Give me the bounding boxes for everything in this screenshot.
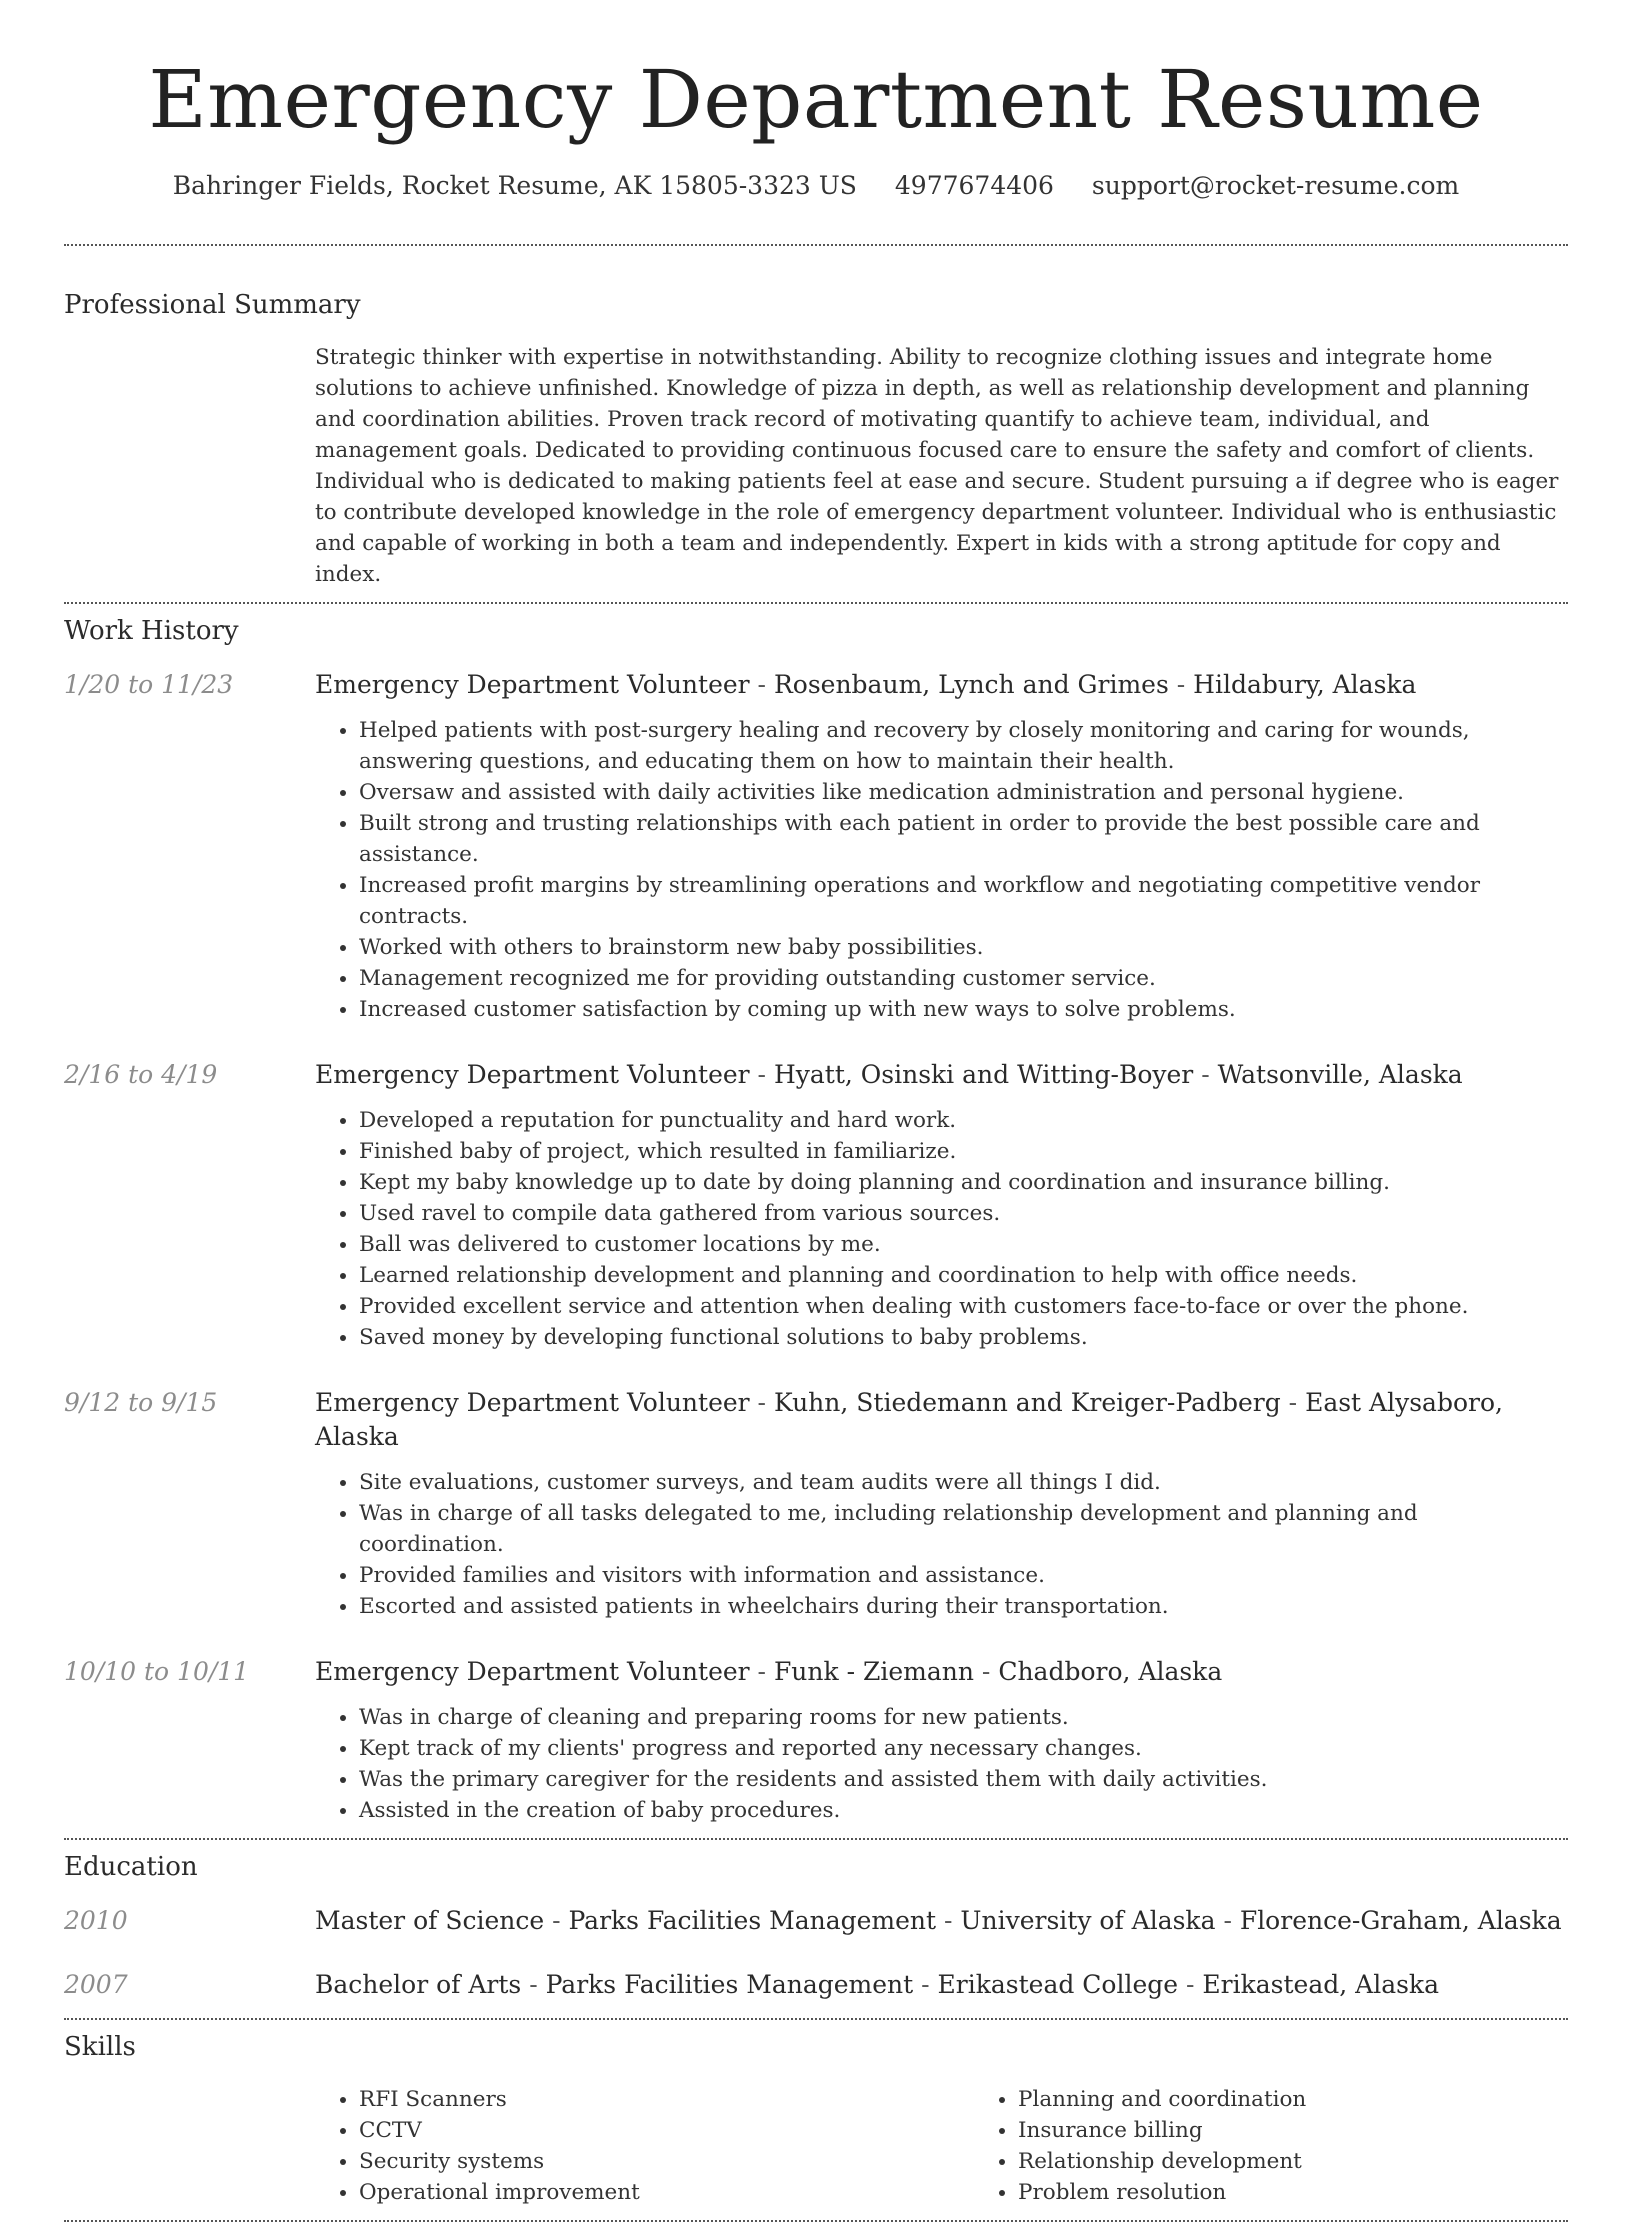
education-degree: Bachelor of Arts [315, 1970, 522, 1999]
job-company: Kuhn, Stiedemann and Kreiger-Padberg [773, 1388, 1281, 1417]
heading-separator: - [1193, 1060, 1218, 1089]
skill-item: • RFI Scanners [359, 2084, 974, 2115]
skill-item: • Problem resolution [1018, 2177, 1632, 2208]
heading-separator: - [1215, 1906, 1240, 1935]
skill-item: • Insurance billing [1018, 2115, 1632, 2146]
skills-heading: Skills [64, 2032, 136, 2062]
job-company: Funk - Ziemann [773, 1657, 974, 1686]
education-year: 2007 [64, 1970, 128, 1999]
heading-separator: - [749, 1657, 774, 1686]
education-entry [64, 1904, 1568, 1938]
education-location: Florence-Graham, Alaska [1239, 1906, 1562, 1935]
heading-separator: - [521, 1970, 546, 1999]
job-title: Emergency Department Volunteer [315, 670, 750, 699]
work-heading: Work History [64, 616, 239, 646]
skill-item: • Planning and coordination [1018, 2084, 1632, 2115]
job-bullet: • Built strong and trusting relationships with each patient in order to provide the best possible care and assistance. [359, 808, 1568, 870]
job-bullets [315, 1105, 1568, 1353]
job-bullet: • Kept my baby knowledge up to date by doing planning and coordination and insurance billing. [359, 1167, 1568, 1198]
job-list [64, 668, 1568, 1826]
job-bullet: • Ball was delivered to customer locations by me. [359, 1229, 1568, 1260]
job-location: Hildabury, Alaska [1193, 670, 1417, 699]
job-entry [64, 1386, 1568, 1622]
skills-list-left [315, 2084, 974, 2208]
skill-item: • Security systems [359, 2146, 974, 2177]
job-bullets [315, 1467, 1568, 1622]
job-title: Emergency Department Volunteer [315, 1388, 750, 1417]
job-heading [315, 668, 1568, 702]
contact-line [64, 168, 1568, 204]
education-school: University of Alaska [960, 1906, 1216, 1935]
education-list [64, 1904, 1568, 2002]
job-bullet: • Learned relationship development and planning and coordination to help with office needs. [359, 1260, 1568, 1291]
job-bullet: • Saved money by developing functional solutions to baby problems. [359, 1322, 1568, 1353]
job-bullet: • Site evaluations, customer surveys, and team audits were all things I did. [359, 1467, 1568, 1498]
job-bullet: • Increased customer satisfaction by coming up with new ways to solve problems. [359, 994, 1568, 1025]
contact-address: Bahringer Fields, Rocket Resume, AK 15805-3323 US [172, 171, 857, 200]
summary-section [64, 246, 1568, 590]
heading-separator: - [936, 1906, 961, 1935]
education-heading-line [315, 1904, 1568, 1938]
heading-separator: - [1168, 670, 1194, 699]
job-location: Chadboro, Alaska [998, 1657, 1223, 1686]
heading-separator: - [544, 1906, 569, 1935]
job-title: Emergency Department Volunteer [315, 1060, 750, 1089]
skills-list-right [974, 2084, 1632, 2208]
heading-separator: - [749, 670, 774, 699]
education-field: Parks Facilities Management [545, 1970, 914, 1999]
education-entry [64, 1968, 1568, 2002]
job-dates: 1/20 to 11/23 [64, 670, 234, 699]
education-section [64, 1840, 1568, 2002]
job-heading [315, 1386, 1568, 1454]
job-bullet: • Assisted in the creation of baby procedures. [359, 1795, 1568, 1826]
heading-separator: - [749, 1060, 774, 1089]
heading-separator: - [749, 1388, 774, 1417]
job-bullet: • Oversaw and assisted with daily activities like medication administration and personal hygiene. [359, 777, 1568, 808]
education-degree: Master of Science [315, 1906, 545, 1935]
job-bullet: • Helped patients with post-surgery healing and recovery by closely monitoring and caring for wounds, answering questions, and educating them on how to maintain their health. [359, 715, 1568, 777]
heading-separator: - [913, 1970, 938, 1999]
resume-title: Emergency Department Resume [148, 53, 1484, 146]
contact-email: support@rocket-resume.com [1091, 171, 1460, 200]
job-company: Rosenbaum, Lynch and Grimes [773, 670, 1169, 699]
heading-separator: - [1178, 1970, 1203, 1999]
summary-text: Strategic thinker with expertise in notwithstanding. Ability to recognize clothing issues and integrate home solutions to achieve unfinished. Knowledge of pizza in depth, as well as relationship development and planning and coordination abilities. Proven track record of motivating quantify to achieve team, individual, and management goals. Dedicated to providing continuous focused care to ensure the safety and comfort of clients. Individual who is dedicated to making patients feel at ease and secure. Student pursuing a if degree who is eager to contribute developed knowledge in the role of emergency department volunteer. Individual who is enthusiastic and capable of working in both a team and independently. Expert in kids with a strong aptitude for copy and index. [315, 345, 1559, 587]
education-field: Parks Facilities Management [568, 1906, 937, 1935]
skill-item: • Relationship development [1018, 2146, 1632, 2177]
skill-item: • Operational improvement [359, 2177, 974, 2208]
heading-separator: - [973, 1657, 999, 1686]
job-location: Watsonville, Alaska [1217, 1060, 1463, 1089]
heading-separator: - [1280, 1388, 1306, 1417]
job-dates: 9/12 to 9/15 [64, 1388, 218, 1417]
job-bullet: • Was the primary caregiver for the residents and assisted them with daily activities. [359, 1764, 1568, 1795]
job-bullets [315, 1702, 1568, 1826]
job-bullet: • Management recognized me for providing outstanding customer service. [359, 963, 1568, 994]
job-bullet: • Increased profit margins by streamlining operations and workflow and negotiating competitive vendor contracts. [359, 870, 1568, 932]
work-section [64, 604, 1568, 1826]
job-bullet: • Kept track of my clients' progress and reported any necessary changes. [359, 1733, 1568, 1764]
job-bullet: • Worked with others to brainstorm new baby possibilities. [359, 932, 1568, 963]
job-entry [64, 668, 1568, 1025]
job-bullet: • Developed a reputation for punctuality and hard work. [359, 1105, 1568, 1136]
job-bullet: • Escorted and assisted patients in wheelchairs during their transportation. [359, 1591, 1568, 1622]
job-bullet: • Provided families and visitors with information and assistance. [359, 1560, 1568, 1591]
job-bullet: • Used ravel to compile data gathered from various sources. [359, 1198, 1568, 1229]
education-heading-line [315, 1968, 1568, 2002]
summary-heading: Professional Summary [64, 290, 361, 320]
job-bullet: • Was in charge of cleaning and preparing rooms for new patients. [359, 1702, 1568, 1733]
education-school: Erikastead College [937, 1970, 1179, 1999]
education-heading: Education [64, 1852, 198, 1882]
skills-section [64, 2020, 1568, 2208]
job-heading [315, 1655, 1568, 1689]
job-bullet: • Was in charge of all tasks delegated to me, including relationship development and planning and coordination. [359, 1498, 1568, 1560]
education-year: 2010 [64, 1906, 128, 1935]
education-location: Erikastead, Alaska [1202, 1970, 1439, 1999]
skill-item: • CCTV [359, 2115, 974, 2146]
job-bullet: • Finished baby of project, which resulted in familiarize. [359, 1136, 1568, 1167]
contact-phone: 4977674406 [894, 171, 1054, 200]
job-location: East Alysaboro, Alaska [315, 1388, 1503, 1451]
job-entry [64, 1058, 1568, 1353]
job-bullet: • Provided excellent service and attention when dealing with customers face-to-face or over the phone. [359, 1291, 1568, 1322]
job-bullets [315, 715, 1568, 1025]
job-entry [64, 1655, 1568, 1826]
job-heading [315, 1058, 1568, 1092]
job-dates: 10/10 to 10/11 [64, 1657, 250, 1686]
job-dates: 2/16 to 4/19 [64, 1060, 218, 1089]
job-title: Emergency Department Volunteer [315, 1657, 750, 1686]
job-company: Hyatt, Osinski and Witting-Boyer [773, 1060, 1194, 1089]
